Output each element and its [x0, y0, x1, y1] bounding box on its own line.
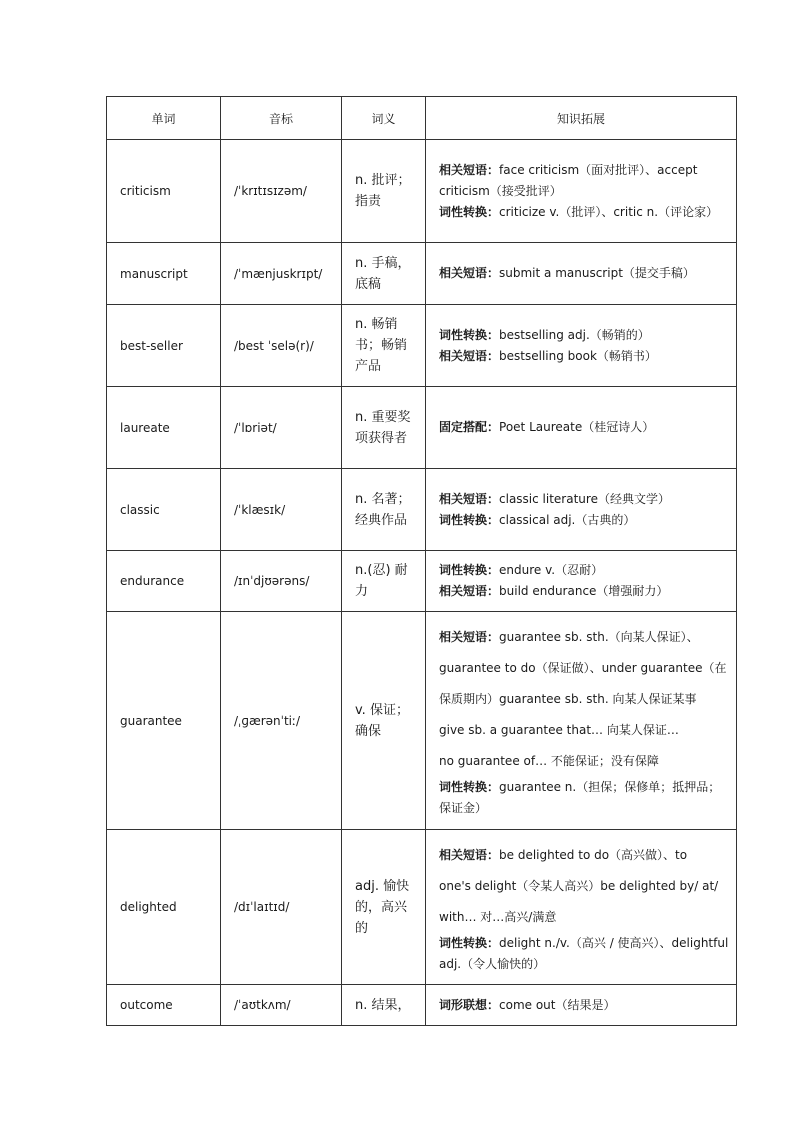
phonetic-cell: /dɪˈlaɪtɪd/	[221, 830, 342, 985]
extension-text: endure v.（忍耐）	[499, 563, 604, 577]
table-row	[107, 985, 737, 1026]
extension-text: Poet Laureate（桂冠诗人）	[499, 420, 655, 434]
extension-text: 保质期内）guarantee sb. sth. 向某人保证某事	[439, 692, 697, 706]
extension-line	[439, 417, 730, 438]
extension-line	[439, 160, 730, 202]
extension-line	[439, 560, 730, 581]
word-cell: guarantee	[107, 612, 221, 830]
extension-line	[439, 202, 730, 223]
table-row	[107, 140, 737, 243]
phonetic-cell: /ɪnˈdjʊərəns/	[221, 551, 342, 612]
extension-text: face criticism（面对批评）、accept criticism（接受批评）	[439, 162, 698, 198]
extension-line	[439, 489, 730, 510]
extension-line	[439, 346, 730, 367]
phonetic-cell: /best ˈselə(r)/	[221, 305, 342, 387]
extension-text: build endurance（增强耐力）	[499, 584, 669, 598]
extension-cell	[426, 551, 737, 612]
table-row	[107, 830, 737, 985]
extension-label: 词性转换：	[439, 780, 500, 794]
extension-text: classic literature（经典文学）	[499, 491, 670, 506]
extension-cell	[426, 387, 737, 469]
word-cell: criticism	[107, 140, 221, 243]
extension-line	[439, 902, 730, 933]
table-row	[107, 551, 737, 612]
extension-text: guarantee n.（担保；保修单；抵押品；保证金）	[439, 780, 721, 815]
header-phonetic: 音标	[221, 97, 342, 140]
extension-text: guarantee sb. sth.（向某人保证）、	[499, 630, 699, 644]
extension-cell	[426, 830, 737, 985]
phonetic-cell: /ˈmænjuskrɪpt/	[221, 243, 342, 305]
table-row	[107, 469, 737, 551]
extension-label: 相关短语：	[439, 584, 500, 598]
extension-line	[439, 995, 730, 1016]
meaning-cell: n. 重要奖项获得者	[342, 387, 426, 469]
extension-line	[439, 622, 730, 653]
extension-text: guarantee to do（保证做）、under guarantee（在	[439, 661, 727, 675]
extension-line	[439, 933, 730, 975]
extension-label: 词性转换：	[439, 512, 500, 527]
extension-line	[439, 746, 730, 777]
extension-line	[439, 263, 730, 284]
header-meaning: 词义	[342, 97, 426, 140]
extension-label: 相关短语：	[439, 162, 500, 177]
extension-label: 相关短语：	[439, 266, 500, 280]
word-cell: best-seller	[107, 305, 221, 387]
phonetic-cell: /ˈklæsɪk/	[221, 469, 342, 551]
extension-text: classical adj.（古典的）	[499, 512, 636, 527]
extension-line	[439, 777, 730, 819]
meaning-cell: n. 批评；指责	[342, 140, 426, 243]
extension-cell	[426, 305, 737, 387]
phonetic-cell: /ˈlɒriət/	[221, 387, 342, 469]
word-cell: manuscript	[107, 243, 221, 305]
word-cell: classic	[107, 469, 221, 551]
extension-text: submit a manuscript（提交手稿）	[499, 266, 695, 280]
extension-line	[439, 684, 730, 715]
vocabulary-table	[106, 96, 737, 1026]
header-word: 单词	[107, 97, 221, 140]
extension-label: 相关短语：	[439, 630, 500, 644]
extension-line	[439, 325, 730, 346]
extension-line	[439, 715, 730, 746]
extension-label: 相关短语：	[439, 847, 500, 862]
extension-text: no guarantee of… 不能保证；没有保障	[439, 754, 659, 768]
meaning-cell: adj. 愉快的，高兴的	[342, 830, 426, 985]
extension-cell	[426, 243, 737, 305]
extension-text: bestselling book（畅销书）	[499, 348, 657, 363]
extension-text: be delighted to do（高兴做）、to	[499, 847, 688, 862]
extension-line	[439, 510, 730, 531]
meaning-cell: v. 保证；确保	[342, 612, 426, 830]
phonetic-cell: /ˈaʊtkʌm/	[221, 985, 342, 1026]
extension-label: 词性转换：	[439, 204, 500, 219]
extension-text: come out（结果是）	[499, 997, 616, 1012]
extension-text: bestselling adj.（畅销的）	[499, 327, 650, 342]
extension-line	[439, 871, 730, 902]
table-row	[107, 243, 737, 305]
phonetic-cell: /ˌɡærənˈtiː/	[221, 612, 342, 830]
table-row	[107, 612, 737, 830]
table-row	[107, 387, 737, 469]
meaning-cell: n. 结果，	[342, 985, 426, 1026]
meaning-cell: n. 名著；经典作品	[342, 469, 426, 551]
word-cell: outcome	[107, 985, 221, 1026]
meaning-cell: n.(忍) 耐力	[342, 551, 426, 612]
extension-text: give sb. a guarantee that… 向某人保证…	[439, 723, 679, 737]
extension-label: 相关短语：	[439, 348, 500, 363]
extension-line	[439, 840, 730, 871]
meaning-cell: n. 手稿，底稿	[342, 243, 426, 305]
table-row	[107, 305, 737, 387]
word-cell: laureate	[107, 387, 221, 469]
extension-label: 相关短语：	[439, 491, 500, 506]
extension-line	[439, 581, 730, 602]
phonetic-cell: /ˈkrɪtɪsɪzəm/	[221, 140, 342, 243]
word-cell: delighted	[107, 830, 221, 985]
extension-cell	[426, 612, 737, 830]
extension-text: delight n./v.（高兴 / 使高兴）、delightful adj.（令人愉快的）	[439, 935, 729, 971]
header-extension: 知识拓展	[426, 97, 737, 140]
extension-text: with… 对…高兴/满意	[439, 909, 557, 924]
extension-cell	[426, 469, 737, 551]
meaning-cell: n. 畅销书；畅销产品	[342, 305, 426, 387]
extension-label: 固定搭配：	[439, 420, 500, 434]
extension-text: one's delight（令某人高兴）be delighted by/ at/	[439, 878, 719, 893]
extension-line	[439, 653, 730, 684]
extension-cell	[426, 985, 737, 1026]
extension-label: 词性转换：	[439, 327, 500, 342]
extension-cell	[426, 140, 737, 243]
extension-text: criticize v.（批评）、critic n.（评论家）	[499, 204, 719, 219]
header-row	[107, 97, 737, 140]
word-cell: endurance	[107, 551, 221, 612]
extension-label: 词性转换：	[439, 935, 500, 950]
extension-label: 词性转换：	[439, 563, 500, 577]
extension-label: 词形联想：	[439, 997, 500, 1012]
